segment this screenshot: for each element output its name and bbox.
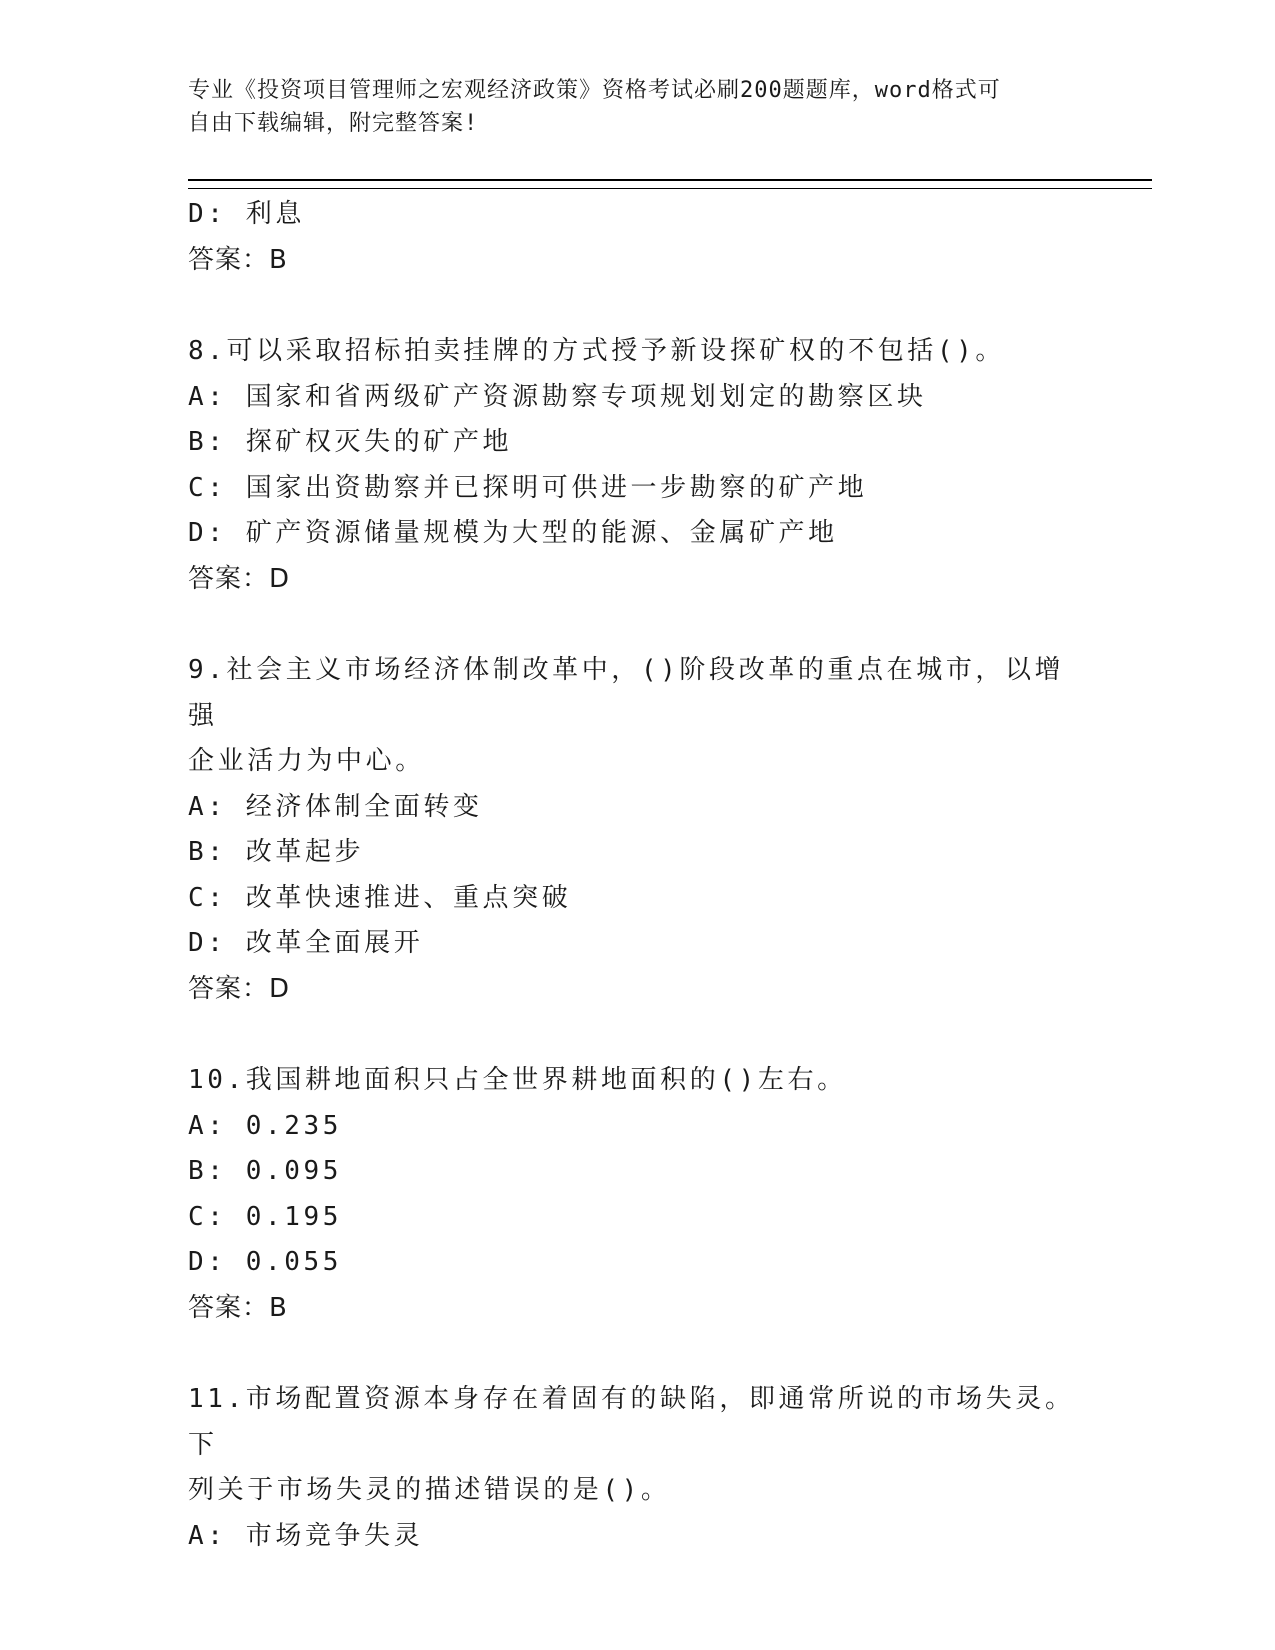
document-body — [188, 192, 1088, 1559]
question-11 — [188, 1377, 1088, 1559]
option-d: D: 改革全面展开 — [188, 928, 424, 958]
option-b: B: 改革起步 — [188, 837, 365, 867]
option-d: D: 矿产资源储量规模为大型的能源、金属矿产地 — [188, 518, 838, 548]
question-stem: 8.可以采取招标拍卖挂牌的方式授予新设探矿权的不包括()。 — [188, 336, 1006, 366]
header-line-2: 自由下载编辑，附完整答案! — [188, 111, 479, 136]
option-a: A: 经济体制全面转变 — [188, 791, 483, 822]
spacer — [188, 602, 1088, 648]
answer: 答案：D — [188, 563, 291, 594]
option-d: D: 0.055 — [188, 1247, 343, 1277]
option-a: A: 0.235 — [188, 1110, 343, 1141]
spacer — [188, 1012, 1088, 1058]
option-a: A: 市场竞争失灵 — [188, 1520, 424, 1551]
header-divider — [188, 179, 1152, 189]
question-9 — [188, 648, 1088, 1012]
spacer — [188, 283, 1088, 329]
spacer — [188, 1331, 1088, 1377]
option-c: C: 改革快速推进、重点突破 — [188, 882, 572, 913]
question-8 — [188, 329, 1088, 602]
answer-fragment: 答案：B — [188, 244, 288, 275]
option-d-fragment: D: 利息 — [188, 199, 305, 229]
question-stem-line-1: 11.市场配置资源本身存在着固有的缺陷，即通常所说的市场失灵。下 — [188, 1384, 1075, 1460]
option-a: A: 国家和省两级矿产资源勘察专项规划划定的勘察区块 — [188, 381, 927, 412]
answer: 答案：D — [188, 973, 291, 1004]
answer: 答案：B — [188, 1292, 288, 1323]
header-line-1: 专业《投资项目管理师之宏观经济政策》资格考试必刷200题题库，word格式可 — [188, 78, 1001, 103]
option-c: C: 国家出资勘察并已探明可供进一步勘察的矿产地 — [188, 472, 868, 503]
question-stem-line-2: 企业活力为中心。 — [188, 746, 425, 776]
option-b: B: 探矿权灭失的矿产地 — [188, 427, 513, 457]
question-stem: 10.我国耕地面积只占全世界耕地面积的()左右。 — [188, 1065, 847, 1095]
option-c: C: 0.195 — [188, 1201, 343, 1232]
document-header — [188, 74, 1088, 140]
question-10 — [188, 1058, 1088, 1331]
question-stem-line-2: 列关于市场失灵的描述错误的是()。 — [188, 1475, 671, 1505]
question-stem-line-1: 9.社会主义市场经济体制改革中，()阶段改革的重点在城市，以增强 — [188, 655, 1065, 731]
option-b: B: 0.095 — [188, 1156, 343, 1186]
